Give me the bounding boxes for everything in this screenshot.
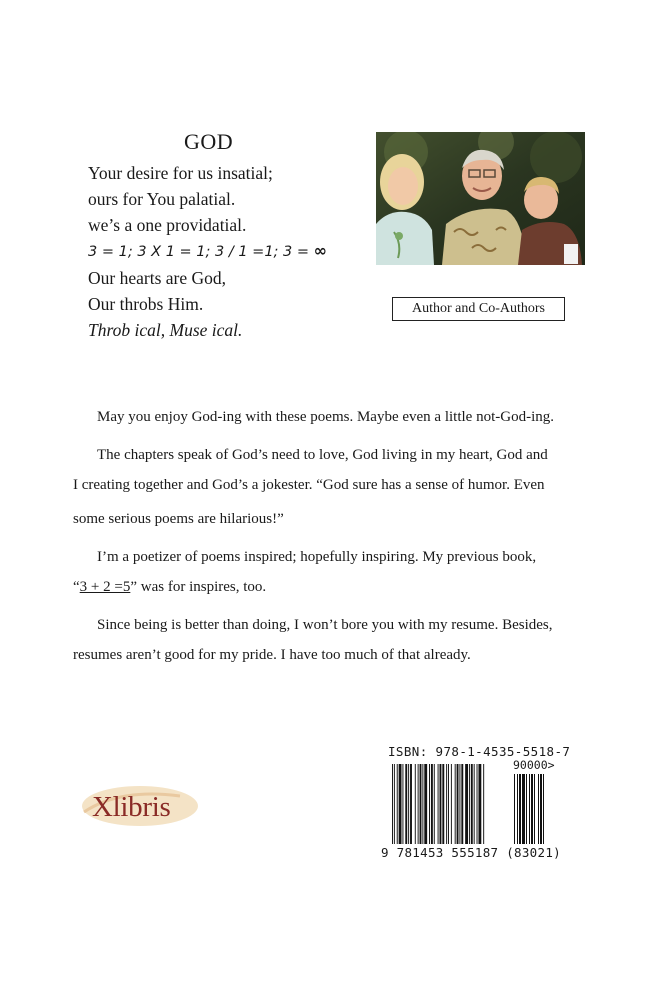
barcode-bar	[540, 774, 542, 844]
barcode-bar	[477, 764, 478, 844]
open-quote: “	[73, 579, 80, 595]
addon-price-code: 90000>	[513, 758, 555, 772]
blurb-paragraph-line	[73, 572, 593, 602]
barcode-bar	[534, 774, 535, 844]
isbn-label: ISBN: 978-1-4535-5518-7	[388, 744, 571, 759]
publisher-logo	[80, 782, 202, 830]
barcode-bar	[440, 764, 442, 844]
blurb-paragraph-line: I creating together and God’s a jokester. “God sure has a sense of humor. Even	[73, 477, 545, 493]
barcode-bar	[517, 774, 518, 844]
poem-line: Your desire for us insatial;	[88, 163, 273, 183]
barcode-bar	[514, 774, 515, 844]
barcode-bar	[483, 764, 484, 844]
back-cover-blurb	[73, 402, 593, 670]
barcode-bar	[429, 764, 430, 844]
barcode-bar	[397, 764, 398, 844]
barcode-bar	[478, 764, 481, 844]
poem-equation-line	[88, 238, 378, 265]
barcode-bar	[405, 764, 407, 844]
barcode-bar	[434, 764, 435, 844]
poem-line: Throb ical, Muse ical.	[88, 320, 243, 340]
poem-line: we’s a one providatial.	[88, 215, 247, 235]
barcode-bar	[420, 764, 422, 844]
blurb-paragraph-line: The chapters speak of God’s need to love, God living in my heart, God and	[97, 447, 548, 463]
previous-book-title: 3 + 2 =5	[79, 579, 131, 595]
barcode-bar	[461, 764, 463, 844]
barcode-bar	[418, 764, 419, 844]
photo-caption: Author and Co-Authors	[392, 297, 565, 321]
barcode-bar	[431, 764, 433, 844]
infinity-symbol: ∞	[313, 241, 327, 260]
barcode-bar	[519, 774, 521, 844]
barcode-bar	[410, 764, 412, 844]
barcode-bar	[399, 764, 402, 844]
barcode-bar	[529, 774, 530, 844]
barcode-bar	[424, 764, 427, 844]
barcode-bar	[415, 764, 416, 844]
barcode-bar	[522, 774, 525, 844]
blurb-paragraph-line: I’m a poetizer of poems inspired; hopefully inspiring. My previous book,	[97, 549, 537, 565]
barcode-bar	[469, 764, 470, 844]
isbn-barcode	[392, 762, 566, 846]
barcode-bar	[455, 764, 456, 844]
blurb-paragraph: May you enjoy God-ing with these poems. Maybe even a little not-God-ing.	[97, 409, 554, 425]
author-photo	[376, 132, 585, 265]
barcode-bar	[474, 764, 475, 844]
barcode-bar	[451, 764, 452, 844]
poem-line: Our throbs Him.	[88, 294, 204, 314]
poem	[88, 160, 378, 343]
barcode-bar	[442, 764, 444, 844]
barcode-digits: 9 781453 555187 (83021)	[381, 845, 561, 860]
barcode-bar	[543, 774, 544, 844]
barcode-bar	[402, 764, 403, 844]
barcode-bar	[538, 774, 539, 844]
barcode-bar	[457, 764, 459, 844]
barcode-bar	[446, 764, 447, 844]
barcode-bar	[422, 764, 423, 844]
barcode-bar	[392, 764, 393, 844]
blurb-paragraph-line: resumes aren’t good for my pride. I have too much of that already.	[73, 647, 471, 663]
barcode-bar	[408, 764, 409, 844]
barcode-bar	[448, 764, 449, 844]
barcode-bar	[394, 764, 395, 844]
barcode-bar	[459, 764, 460, 844]
barcode-bar	[471, 764, 473, 844]
barcode-bar	[438, 764, 439, 844]
poem-equation: 3 = 1; 3 X 1 = 1; 3 / 1 =1; 3 =	[88, 244, 310, 260]
blurb-text: ” was for inspires, too.	[130, 579, 267, 595]
author-photo-illustration	[376, 132, 585, 265]
barcode-bar	[531, 774, 533, 844]
poem-line: Our hearts are God,	[88, 268, 227, 288]
blurb-paragraph-line: some serious poems are hilarious!”	[73, 511, 284, 527]
barcode-bar	[465, 764, 468, 844]
publisher-name: Xlibris	[92, 791, 171, 823]
barcode-bar	[526, 774, 527, 844]
blurb-paragraph-line: Since being is better than doing, I won’t bore you with my resume. Besides,	[97, 617, 553, 633]
poem-title: GOD	[184, 129, 234, 154]
poem-line: ours for You palatial.	[88, 189, 236, 209]
